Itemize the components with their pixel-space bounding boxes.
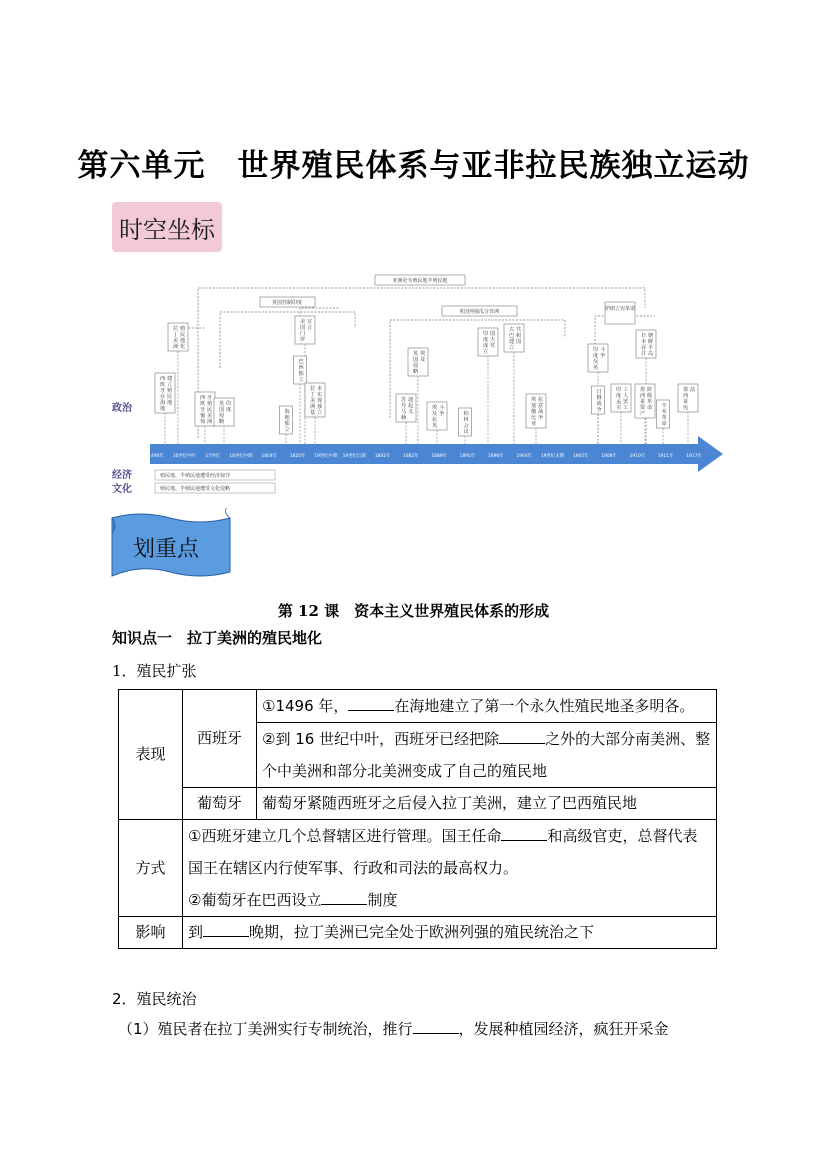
timeline-event-label: 墨西哥资产 [640, 387, 646, 417]
timeline-year-label: 1910年 [629, 454, 646, 459]
spain-1-a: ①1496 年， [262, 697, 349, 715]
cell-spain-1 [257, 690, 717, 723]
timeline-event-label: 本实现独立 [317, 386, 323, 416]
knowledge-point-title: 知识点一 拉丁美洲的殖民地化 [112, 629, 323, 647]
fangshi-line-2 [188, 884, 711, 916]
timeline-event-label: 建立殖民地 [167, 376, 173, 406]
timeline-year-label: 1882年 [403, 454, 419, 459]
spain-2-b: 之外的大部分南美洲、整个中美洲和部分北美洲变成了自己的殖民地 [262, 730, 711, 780]
timeline-year-label: 1820年 [289, 454, 306, 459]
timeline-event-label: 阶级革命 [647, 387, 653, 411]
table-row [119, 690, 717, 723]
timeline-event-label: 牙殖民美洲 [207, 395, 213, 425]
timeline-year-label: 18世纪中期 [229, 454, 253, 459]
timeline-event-label: 拉丁美洲基 [310, 386, 316, 416]
timeline-event [396, 394, 416, 444]
spacetime-badge-label: 时空坐标 [119, 216, 215, 244]
timeline-year-label: 1904年 [516, 454, 532, 459]
timeline-event [305, 383, 325, 444]
colonial-expansion-table [118, 689, 717, 949]
timeline-event-label: 埃及抗英 [432, 405, 438, 429]
tl-bracket-britain-india: 英国控制印度 [271, 300, 303, 306]
timeline-event [678, 384, 698, 444]
timeline-event-label: 巴西独立 [298, 359, 304, 383]
timeline-event [657, 400, 670, 444]
timeline-year-label: 1889年 [431, 454, 447, 459]
unit-title: 第六单元 世界殖民体系与亚非拉民族独立运动 [77, 148, 750, 184]
scroll-banner-icon [110, 508, 235, 586]
timeline-year-label: 1908年 [601, 454, 617, 459]
timeline-event-label: 迪起义 [408, 397, 414, 415]
timeline-event-label: 埃及 [420, 351, 426, 363]
timeline-year-label: 1881年 [374, 454, 391, 459]
fangshi-2-a: ②葡萄牙在巴西设立 [188, 891, 322, 909]
timeline-event [155, 373, 175, 444]
para-1-b: ，发展种植园经济，疯狂开采金 [458, 1020, 669, 1038]
tl-axis-culture: 文化 [112, 484, 132, 495]
timeline-event-label: 日俄战争 [596, 389, 602, 413]
timeline-event [214, 398, 234, 444]
fangshi-1-b: 和高级官吏，总督代表国王在辖区内行使军事、行政和司法的最高权力。 [188, 827, 698, 877]
tl-axis-economy: 经济 [112, 470, 132, 481]
lesson-title: 第 12 课 资本主义世界殖民体系的形成 [277, 602, 550, 620]
cell-portugal: 葡萄牙 [183, 788, 257, 820]
fangshi-2-b: 制度 [367, 891, 398, 909]
timeline-event-label: 宣言 [307, 319, 313, 331]
timeline-event-label: 工人罢工 [623, 387, 629, 411]
timeline-event-label: 日本吞并 [641, 333, 647, 357]
fill-blank[interactable] [321, 890, 367, 905]
timeline-event [526, 394, 546, 444]
tl-economy-note: 殖民地、半殖民地遭受经济掠夺 [160, 473, 231, 479]
tl-bracket-iran: 伊朗立宪革命 [604, 306, 636, 312]
timeline-event-label: 辛亥革命 [661, 403, 667, 427]
timeline-figure [110, 268, 725, 496]
section-2-heading: 2．殖民统治 [112, 990, 197, 1008]
timeline-year-label: 1896年 [488, 454, 504, 459]
timeline-event-label: 殖民地化 [180, 326, 186, 350]
tl-top-bracket-label: 亚洲沦为殖民地半殖民地 [392, 278, 448, 284]
timeline-event [427, 402, 447, 444]
timeline-year-label: 1895年 [459, 454, 476, 459]
timeline-year-label: 19世纪后期 [342, 454, 366, 459]
timeline-event-label: 朝鲜半岛 [648, 333, 654, 357]
row-header-yingxiang: 影响 [119, 917, 183, 949]
timeline-event-label: 印度孟买 [616, 387, 622, 411]
cell-fangshi [183, 820, 717, 917]
timeline-events [155, 316, 698, 444]
timeline-event-label: 美国门罗 [300, 319, 306, 343]
spain-1-b: 在海地建立了第一个永久性殖民地圣多明各。 [394, 697, 695, 715]
fill-blank[interactable] [203, 922, 249, 937]
timeline-event-label: 古巴建立 [509, 327, 515, 351]
fill-blank[interactable] [501, 826, 547, 841]
row-header-fangshi: 方式 [119, 820, 183, 917]
timeline-year-label: 16世纪中叶 [172, 454, 196, 459]
timeline-event-label: 印度反英 [593, 347, 599, 371]
section-1-heading: 1．殖民扩张 [112, 662, 197, 680]
timeline-event-label: 海地独立 [284, 409, 290, 433]
timeline-event [504, 324, 524, 444]
keypoints-badge-label: 划重点 [132, 537, 200, 562]
tl-axis-politics: 政治 [112, 403, 132, 414]
table-row [119, 820, 717, 917]
fill-blank[interactable] [348, 696, 394, 711]
timeline-event-label: 共和国 [516, 327, 522, 345]
section-2-paragraph [118, 1018, 728, 1039]
timeline-year-label: 1496年 [148, 454, 164, 459]
timeline-event [478, 328, 498, 444]
timeline-event [459, 408, 472, 444]
keypoints-badge [110, 508, 235, 586]
timeline-svg [110, 268, 725, 496]
timeline-event-label: 柏林会议 [463, 411, 469, 435]
timeline-event-label: 法 [690, 387, 696, 393]
cell-spain: 西班牙 [183, 690, 257, 788]
timeline-event-label: 拉丁美洲 [173, 326, 179, 350]
timeline-event [592, 386, 605, 444]
timeline-event-label: 国大党 [490, 331, 496, 349]
timeline-event-label: 埃塞俄比亚 [531, 397, 537, 427]
row-header-biaoxian: 表现 [119, 690, 183, 820]
timeline-year-label: 19世纪中期 [314, 454, 338, 459]
timeline-event-label: 斗争 [439, 405, 445, 417]
timeline-event-label: 抗意战争 [538, 397, 544, 421]
timeline-event-label: 西班牙葡萄 [200, 395, 206, 425]
timeline-year-label: 1917年 [686, 454, 702, 459]
timeline-event [611, 384, 631, 444]
spain-2-a: ②到 16 世纪中叶，西班牙已经把除 [262, 730, 500, 748]
timeline-event-label: 苏丹马赫 [401, 397, 407, 421]
table-row [119, 917, 717, 949]
timeline-event [280, 406, 293, 444]
timeline-event-label: 印度 [226, 401, 232, 413]
timeline-event-label: 西班牙在海地 [160, 376, 166, 412]
tl-culture-note: 殖民地、半殖民地遭受文化侵略 [160, 486, 231, 492]
para-1-a: （1）殖民者在拉丁美洲实行专制统治，推行 [118, 1020, 413, 1038]
timeline-event [635, 384, 655, 444]
fangshi-line-1 [188, 820, 711, 884]
spacetime-badge [112, 202, 222, 252]
timeline-event-label: 印度成立 [483, 331, 489, 355]
fill-blank[interactable] [499, 729, 545, 744]
yingxiang-b: 晚期，拉丁美洲已完全处于欧洲列强的殖民统治之下 [249, 923, 595, 941]
timeline-year-label: 1905年 [572, 454, 589, 459]
timeline-year-label: 17世纪 [205, 454, 220, 459]
yingxiang-a: 到 [188, 923, 204, 941]
timeline-event-label: 墨西哥宪 [683, 387, 689, 411]
tl-bracket-africa: 英国列强瓜分非洲 [458, 309, 500, 315]
cell-spain-2 [257, 723, 717, 788]
timeline-event-label: 斗争 [600, 347, 606, 359]
fill-blank[interactable] [413, 1019, 459, 1034]
timeline-event [294, 356, 307, 444]
table-row [119, 788, 717, 820]
timeline-year-label: 1804年 [261, 454, 278, 459]
timeline-year-label: 19世纪末期 [540, 454, 564, 459]
cell-yingxiang [183, 917, 717, 949]
fangshi-1-a: ①西班牙建立几个总督辖区进行管理。国王任命 [188, 827, 502, 845]
timeline-event-label: 英国侵略 [413, 351, 419, 375]
cell-portugal-text: 葡萄牙紧随西班牙之后侵入拉丁美洲，建立了巴西殖民地 [257, 788, 717, 820]
timeline-year-label: 1911年 [657, 454, 674, 459]
timeline-event-label: 英国侵略 [219, 401, 225, 425]
